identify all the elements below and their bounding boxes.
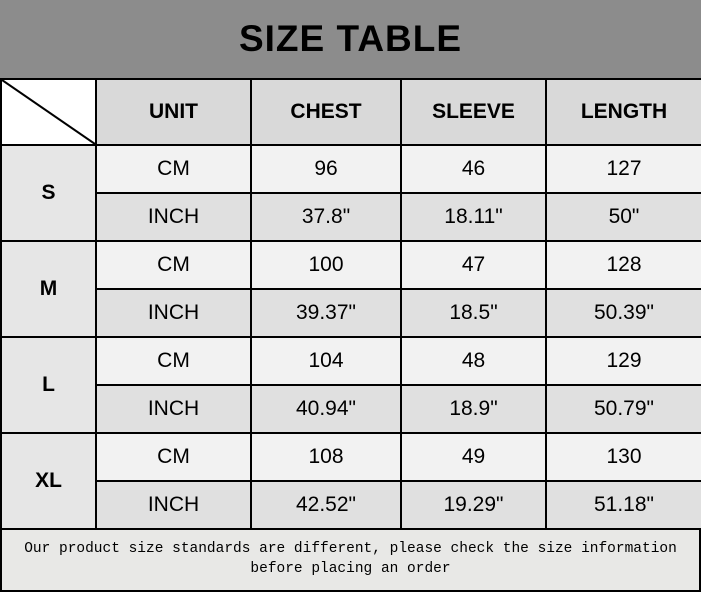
column-header-sleeve: SLEEVE [401, 79, 546, 145]
table-row [1, 481, 701, 529]
chest-value: 96 [251, 145, 401, 193]
sleeve-value: 47 [401, 241, 546, 289]
sleeve-value: 18.9" [401, 385, 546, 433]
chest-value: 42.52" [251, 481, 401, 529]
table-row [1, 193, 701, 241]
unit-label: CM [96, 241, 251, 289]
length-value: 128 [546, 241, 701, 289]
size-label-m: M [1, 241, 96, 337]
chest-value: 37.8" [251, 193, 401, 241]
length-value: 50.79" [546, 385, 701, 433]
length-value: 130 [546, 433, 701, 481]
table-header-row [1, 79, 701, 145]
column-header-unit: UNIT [96, 79, 251, 145]
table-row [1, 241, 701, 289]
column-header-length: LENGTH [546, 79, 701, 145]
unit-label: INCH [96, 481, 251, 529]
size-label-xl: XL [1, 433, 96, 529]
table-row [1, 433, 701, 481]
size-label-l: L [1, 337, 96, 433]
length-value: 129 [546, 337, 701, 385]
sleeve-value: 19.29" [401, 481, 546, 529]
page-title: SIZE TABLE [238, 18, 463, 59]
length-value: 127 [546, 145, 701, 193]
note-line-1: Our product size standards are different, please check the size information [24, 541, 677, 558]
note-line-2: before placing an order [250, 561, 451, 577]
sleeve-value: 18.11" [401, 193, 546, 241]
table-row [1, 337, 701, 385]
size-disclaimer-note [0, 530, 701, 592]
table-row [1, 145, 701, 193]
length-value: 51.18" [546, 481, 701, 529]
unit-label: INCH [96, 385, 251, 433]
unit-label: CM [96, 433, 251, 481]
unit-label: INCH [96, 193, 251, 241]
unit-label: INCH [96, 289, 251, 337]
unit-label: CM [96, 145, 251, 193]
column-header-chest: CHEST [251, 79, 401, 145]
diagonal-divider-icon [2, 80, 95, 144]
sleeve-value: 49 [401, 433, 546, 481]
table-row [1, 289, 701, 337]
table-row [1, 385, 701, 433]
unit-label: CM [96, 337, 251, 385]
chest-value: 39.37" [251, 289, 401, 337]
sleeve-value: 18.5" [401, 289, 546, 337]
chest-value: 100 [251, 241, 401, 289]
chest-value: 104 [251, 337, 401, 385]
title-bar [0, 0, 701, 78]
chest-value: 108 [251, 433, 401, 481]
length-value: 50.39" [546, 289, 701, 337]
corner-cell [1, 79, 96, 145]
size-chart-table [0, 78, 701, 530]
size-label-s: S [1, 145, 96, 241]
length-value: 50" [546, 193, 701, 241]
sleeve-value: 48 [401, 337, 546, 385]
chest-value: 40.94" [251, 385, 401, 433]
sleeve-value: 46 [401, 145, 546, 193]
